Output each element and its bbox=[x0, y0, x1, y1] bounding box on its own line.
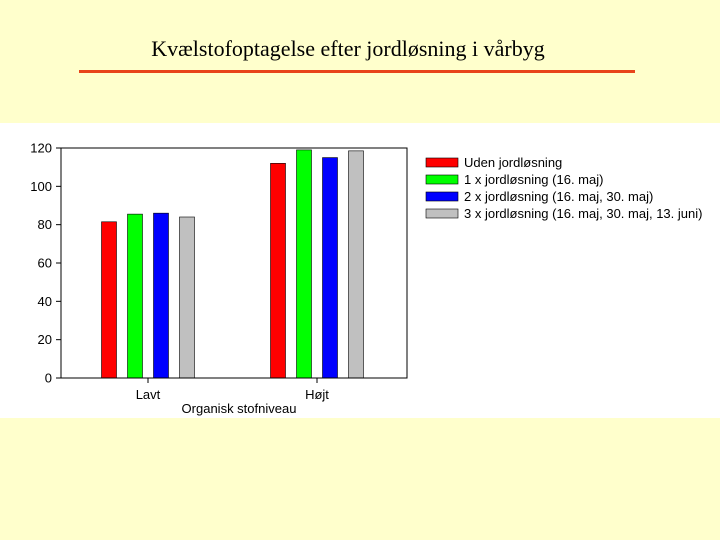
y-tick-label: 120 bbox=[30, 140, 52, 156]
y-tick-label: 100 bbox=[30, 178, 52, 194]
legend bbox=[426, 155, 702, 221]
y-tick-label: 40 bbox=[37, 293, 52, 309]
chart-panel bbox=[0, 123, 720, 418]
legend-swatch bbox=[426, 158, 458, 167]
legend-label: 2 x jordløsning (16. maj, 30. maj) bbox=[464, 189, 654, 204]
y-axis bbox=[30, 141, 61, 386]
legend-swatch bbox=[426, 175, 458, 184]
bar-2-2 bbox=[297, 150, 312, 378]
bar-2-4 bbox=[349, 151, 364, 378]
x-category-label: Højt bbox=[305, 387, 329, 402]
bars-group bbox=[102, 150, 364, 378]
bar-chart bbox=[0, 123, 720, 418]
y-tick-label: 60 bbox=[37, 255, 52, 271]
title-underline bbox=[79, 70, 635, 73]
bar-1-3 bbox=[154, 213, 169, 378]
legend-label: 3 x jordløsning (16. maj, 30. maj, 13. juni) bbox=[464, 206, 703, 221]
x-axis bbox=[136, 378, 330, 402]
legend-swatch bbox=[426, 192, 458, 201]
legend-swatch bbox=[426, 209, 458, 218]
y-tick-label: 20 bbox=[37, 332, 52, 348]
y-tick-label: 80 bbox=[37, 217, 52, 233]
slide-title: Kvælstofoptagelse efter jordløsning i vårbyg bbox=[151, 36, 545, 61]
y-tick-label: 0 bbox=[44, 370, 52, 386]
x-axis-title: Organisk stofniveau bbox=[181, 401, 297, 416]
bar-1-1 bbox=[102, 222, 117, 378]
bar-2-3 bbox=[323, 158, 338, 378]
legend-label: 1 x jordløsning (16. maj) bbox=[464, 172, 604, 187]
legend-label: Uden jordløsning bbox=[464, 155, 563, 170]
x-category-label: Lavt bbox=[135, 387, 161, 402]
bar-2-1 bbox=[271, 163, 286, 378]
bar-1-4 bbox=[180, 217, 195, 378]
bar-1-2 bbox=[128, 214, 143, 378]
